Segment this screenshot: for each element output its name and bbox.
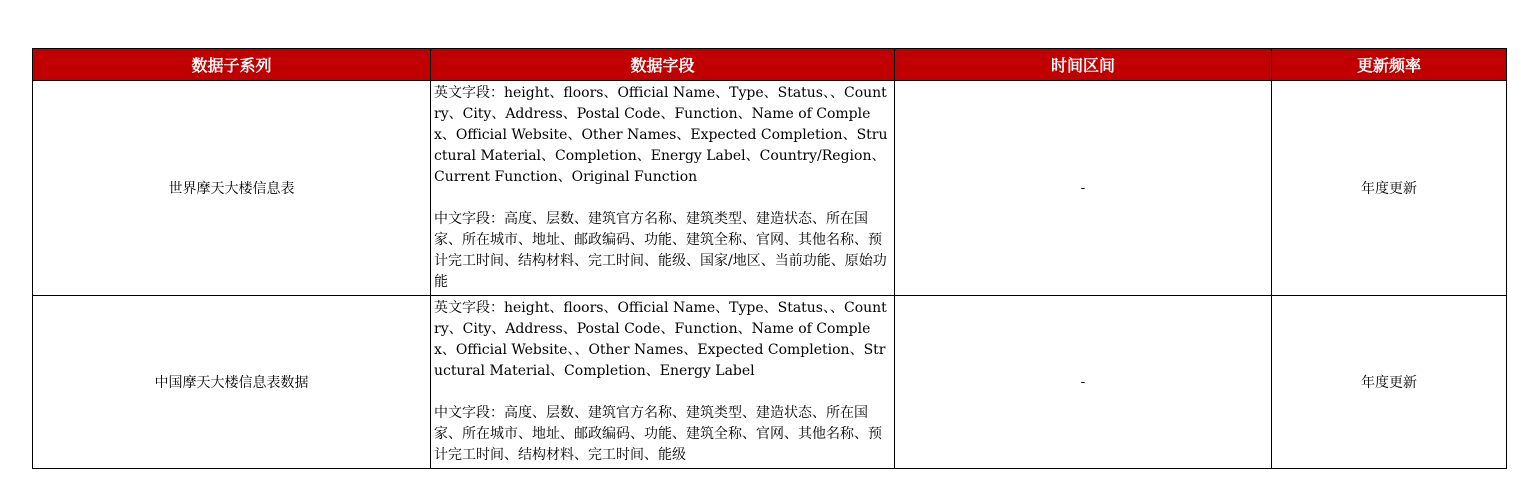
time-range-cell: - bbox=[895, 296, 1272, 469]
en-fields-text: 英文字段：height、floors、Official Name、Type、Status、、Country、City、Address、Postal Code、Function、Name of Complex、Official Website、Other Names、Expected Completion、Structural Material、Completion、Energy Label、Country/Region、Current Function、Original Function bbox=[434, 85, 888, 185]
fields-cell bbox=[431, 81, 895, 296]
table-row bbox=[33, 296, 1507, 469]
series-cell: 世界摩天大楼信息表 bbox=[33, 81, 431, 296]
series-cell: 中国摩天大楼信息表数据 bbox=[33, 296, 431, 469]
frequency-cell: 年度更新 bbox=[1272, 81, 1507, 296]
header-time-range: 时间区间 bbox=[895, 49, 1272, 81]
frequency-cell: 年度更新 bbox=[1272, 296, 1507, 469]
header-row bbox=[33, 49, 1507, 81]
data-table bbox=[32, 48, 1507, 469]
time-range-cell: - bbox=[895, 81, 1272, 296]
cn-fields-text: 中文字段：高度、层数、建筑官方名称、建筑类型、建造状态、所在国家、所在城市、地址、邮政编码、功能、建筑全称、官网、其他名称、预计完工时间、结构材料、完工时间、能级、国家/地区、当前功能、原始功能 bbox=[434, 211, 887, 290]
en-fields-text: 英文字段：height、floors、Official Name、Type、Status、、Country、City、Address、Postal Code、Function、Name of Complex、Official Website、、Other Names、Expected Completion、Structural Material、Completion、Energy Label bbox=[434, 300, 887, 379]
cn-fields-text: 中文字段：高度、层数、建筑官方名称、建筑类型、建造状态、所在国家、所在城市、地址、邮政编码、功能、建筑全称、官网、其他名称、预计完工时间、结构材料、完工时间、能级 bbox=[434, 405, 882, 463]
header-series: 数据子系列 bbox=[33, 49, 431, 81]
table-row bbox=[33, 81, 1507, 296]
header-frequency: 更新频率 bbox=[1272, 49, 1507, 81]
fields-cell bbox=[431, 296, 895, 469]
header-fields: 数据字段 bbox=[431, 49, 895, 81]
